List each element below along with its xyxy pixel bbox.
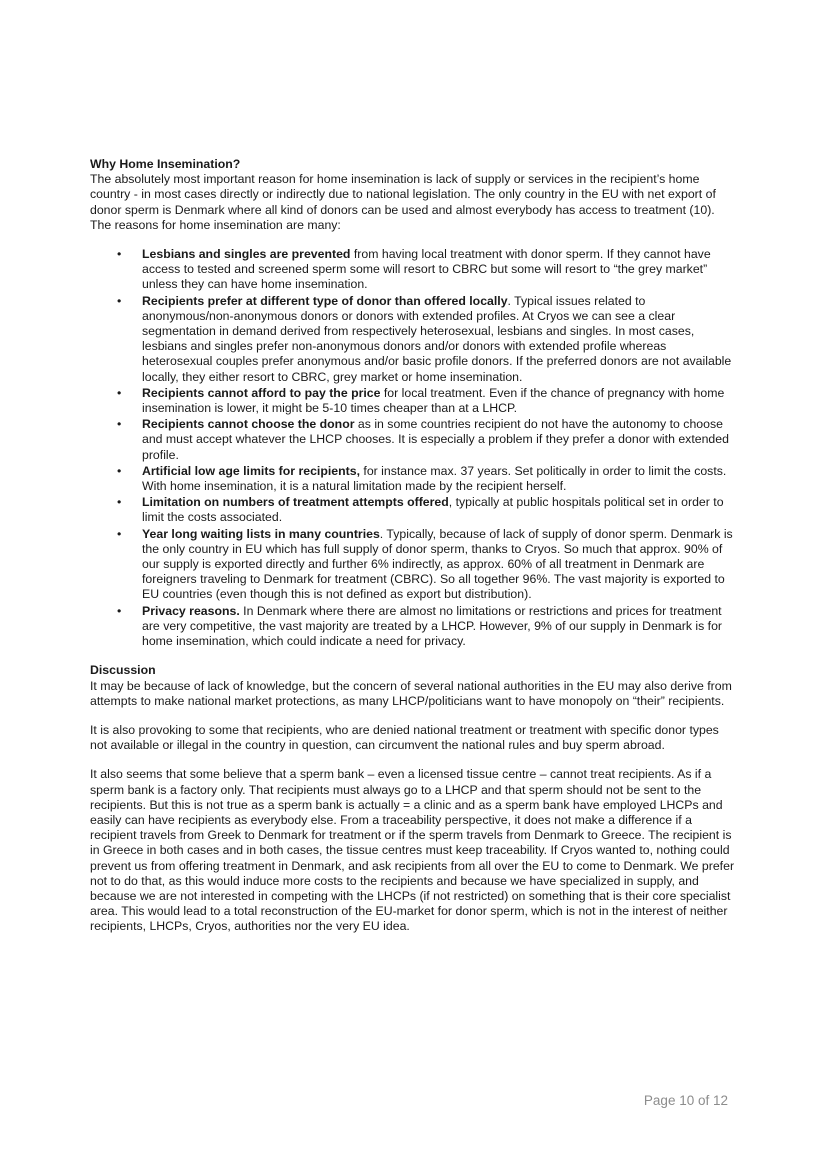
intro-paragraph: The absolutely most important reason for home insemination is lack of supply or services in the recipient’s home country - in most cases directly or indirectly due to national legislation. The only country in the EU with net export of donor sperm is Denmark where all kind of donors can be used and almost everybody has access to treatment (10). The reasons for home insemination are many: [90,172,716,232]
reason-bold: Year long waiting lists in many countries [142,526,380,541]
document-page [90,157,735,935]
section-heading: Why Home Insemination? [90,157,241,171]
reason-bold: Recipients cannot afford to pay the price [142,385,381,400]
list-item [90,247,735,293]
section-why-home-insemination [90,157,735,649]
reason-text: for local treatment. Even if the chance of pregnancy with home insemination is lower, it might be 5-10 times cheaper than at a LHCP. [142,385,725,416]
reasons-list [90,247,735,649]
reason-bold: Recipients cannot choose the donor [142,417,355,432]
reason-bold: Limitation on numbers of treatment attempts offered [142,495,449,510]
reason-text: as in some countries recipient do not have the autonomy to choose and must accept whatever the LHCP chooses. It is especially a problem if they prefer a donor with extended profile. [142,417,729,462]
list-item [90,386,735,416]
bullet-icon: • [117,526,122,541]
discussion-paragraph: It is also provoking to some that recipients, who are denied national treatment or treatment with specific donor types not available or illegal in the country in question, can circumvent the national rules and buy sperm abroad. [90,722,719,753]
reason-text: . Typical issues related to anonymous/non-anonymous donors or donors with extended profiles. At Cryos we can see a clear segmentation in demand derived from respectively heterosexual, lesbians and singles. In most cases, lesbians and singles prefer non-anonymous donors and/or donors with extended profile whereas heterosexual couples prefer anonymous and/or basic profile donors. If the preferred donors are not available locally, they either resort to CBRC, grey market or home insemination. [142,293,732,384]
reason-text: . Typically, because of lack of supply of donor sperm. Denmark is the only country in EU which has full supply of donor sperm, thanks to Cryos. So much that approx. 90% of our supply is exported directly and further 6% indirectly, as approx. 60% of all treatment in Denmark are foreigners traveling to Denmark for treatment (CBRC). So all together 96%. The vast majority is exported to EU countries (even though this is not defined as export but distribution). [142,526,733,602]
reason-bold: Privacy reasons. [142,603,240,618]
bullet-icon: • [117,293,122,308]
bullet-icon: • [117,495,122,510]
section-discussion [90,663,735,934]
page-number: Page 10 of 12 [643,1093,728,1108]
list-item [90,294,735,385]
reason-bold: Lesbians and singles are prevented [142,247,351,262]
discussion-paragraph: It also seems that some believe that a sperm bank – even a licensed tissue centre – cannot treat recipients. As if a sperm bank is a factory only. That recipients must always go to a LHCP and that sperm should not be sent to the recipients. But this is not true as a sperm bank is actually = a clinic and as a sperm bank have employed LHCPs and easily can have recipients as everybody else. From a traceability perspective, it does not make a difference if a recipient travels from Greek to Denmark for treatment or if the sperm travels from Denmark to Greece. The recipient is in Greece in both cases and in both cases, the tissue centres must keep traceability. If Cryos wanted to, nothing could prevent us from offering treatment in Denmark, and ask recipients from all over the EU to come to Denmark. We prefer not to do that, as this would induce more costs to the recipients and because we have specialized in supply, and because we are not interested in competing with the LHCPs (if not restricted) on something that is their core specialist area. This would lead to a total reconstruction of the EU-market for donor sperm, which is not in the interest of neither recipients, LHCPs, Cryos, authorities nor the very EU idea. [90,767,735,934]
reason-bold: Recipients prefer at different type of donor than offered locally [142,293,508,308]
list-item [90,495,735,525]
reason-text: from having local treatment with donor sperm. If they cannot have access to tested and screened sperm some will resort to CBRC but some will resort to “the grey market” unless they can have home insemination. [142,247,711,292]
bullet-icon: • [117,463,122,478]
bullet-icon: • [117,247,122,262]
reason-text: for instance max. 37 years. Set politically in order to limit the costs. With home insemination, it is a natural limitation made by the recipient herself. [142,463,727,494]
bullet-icon: • [117,385,122,400]
section-heading: Discussion [90,663,156,678]
discussion-paragraph: It may be because of lack of knowledge, but the concern of several national authorities in the EU may also derive from attempts to make national market protections, as many LHCP/politicians want to have monopoly on “their” recipients. [90,678,732,708]
list-item [90,527,735,603]
list-item [90,604,735,650]
list-item [90,417,735,463]
bullet-icon: • [117,603,122,618]
reason-text: In Denmark where there are almost no limitations or restrictions and prices for treatment are very competitive, the vast majority are treated by a LHCP. However, 9% of our supply in Denmark is for home insemination, which could indicate a need for privacy. [142,603,723,649]
reason-bold: Artificial low age limits for recipients, [142,463,360,478]
list-item [90,464,735,494]
reason-text: , typically at public hospitals political set in order to limit the costs associated. [142,495,724,525]
bullet-icon: • [117,417,122,432]
